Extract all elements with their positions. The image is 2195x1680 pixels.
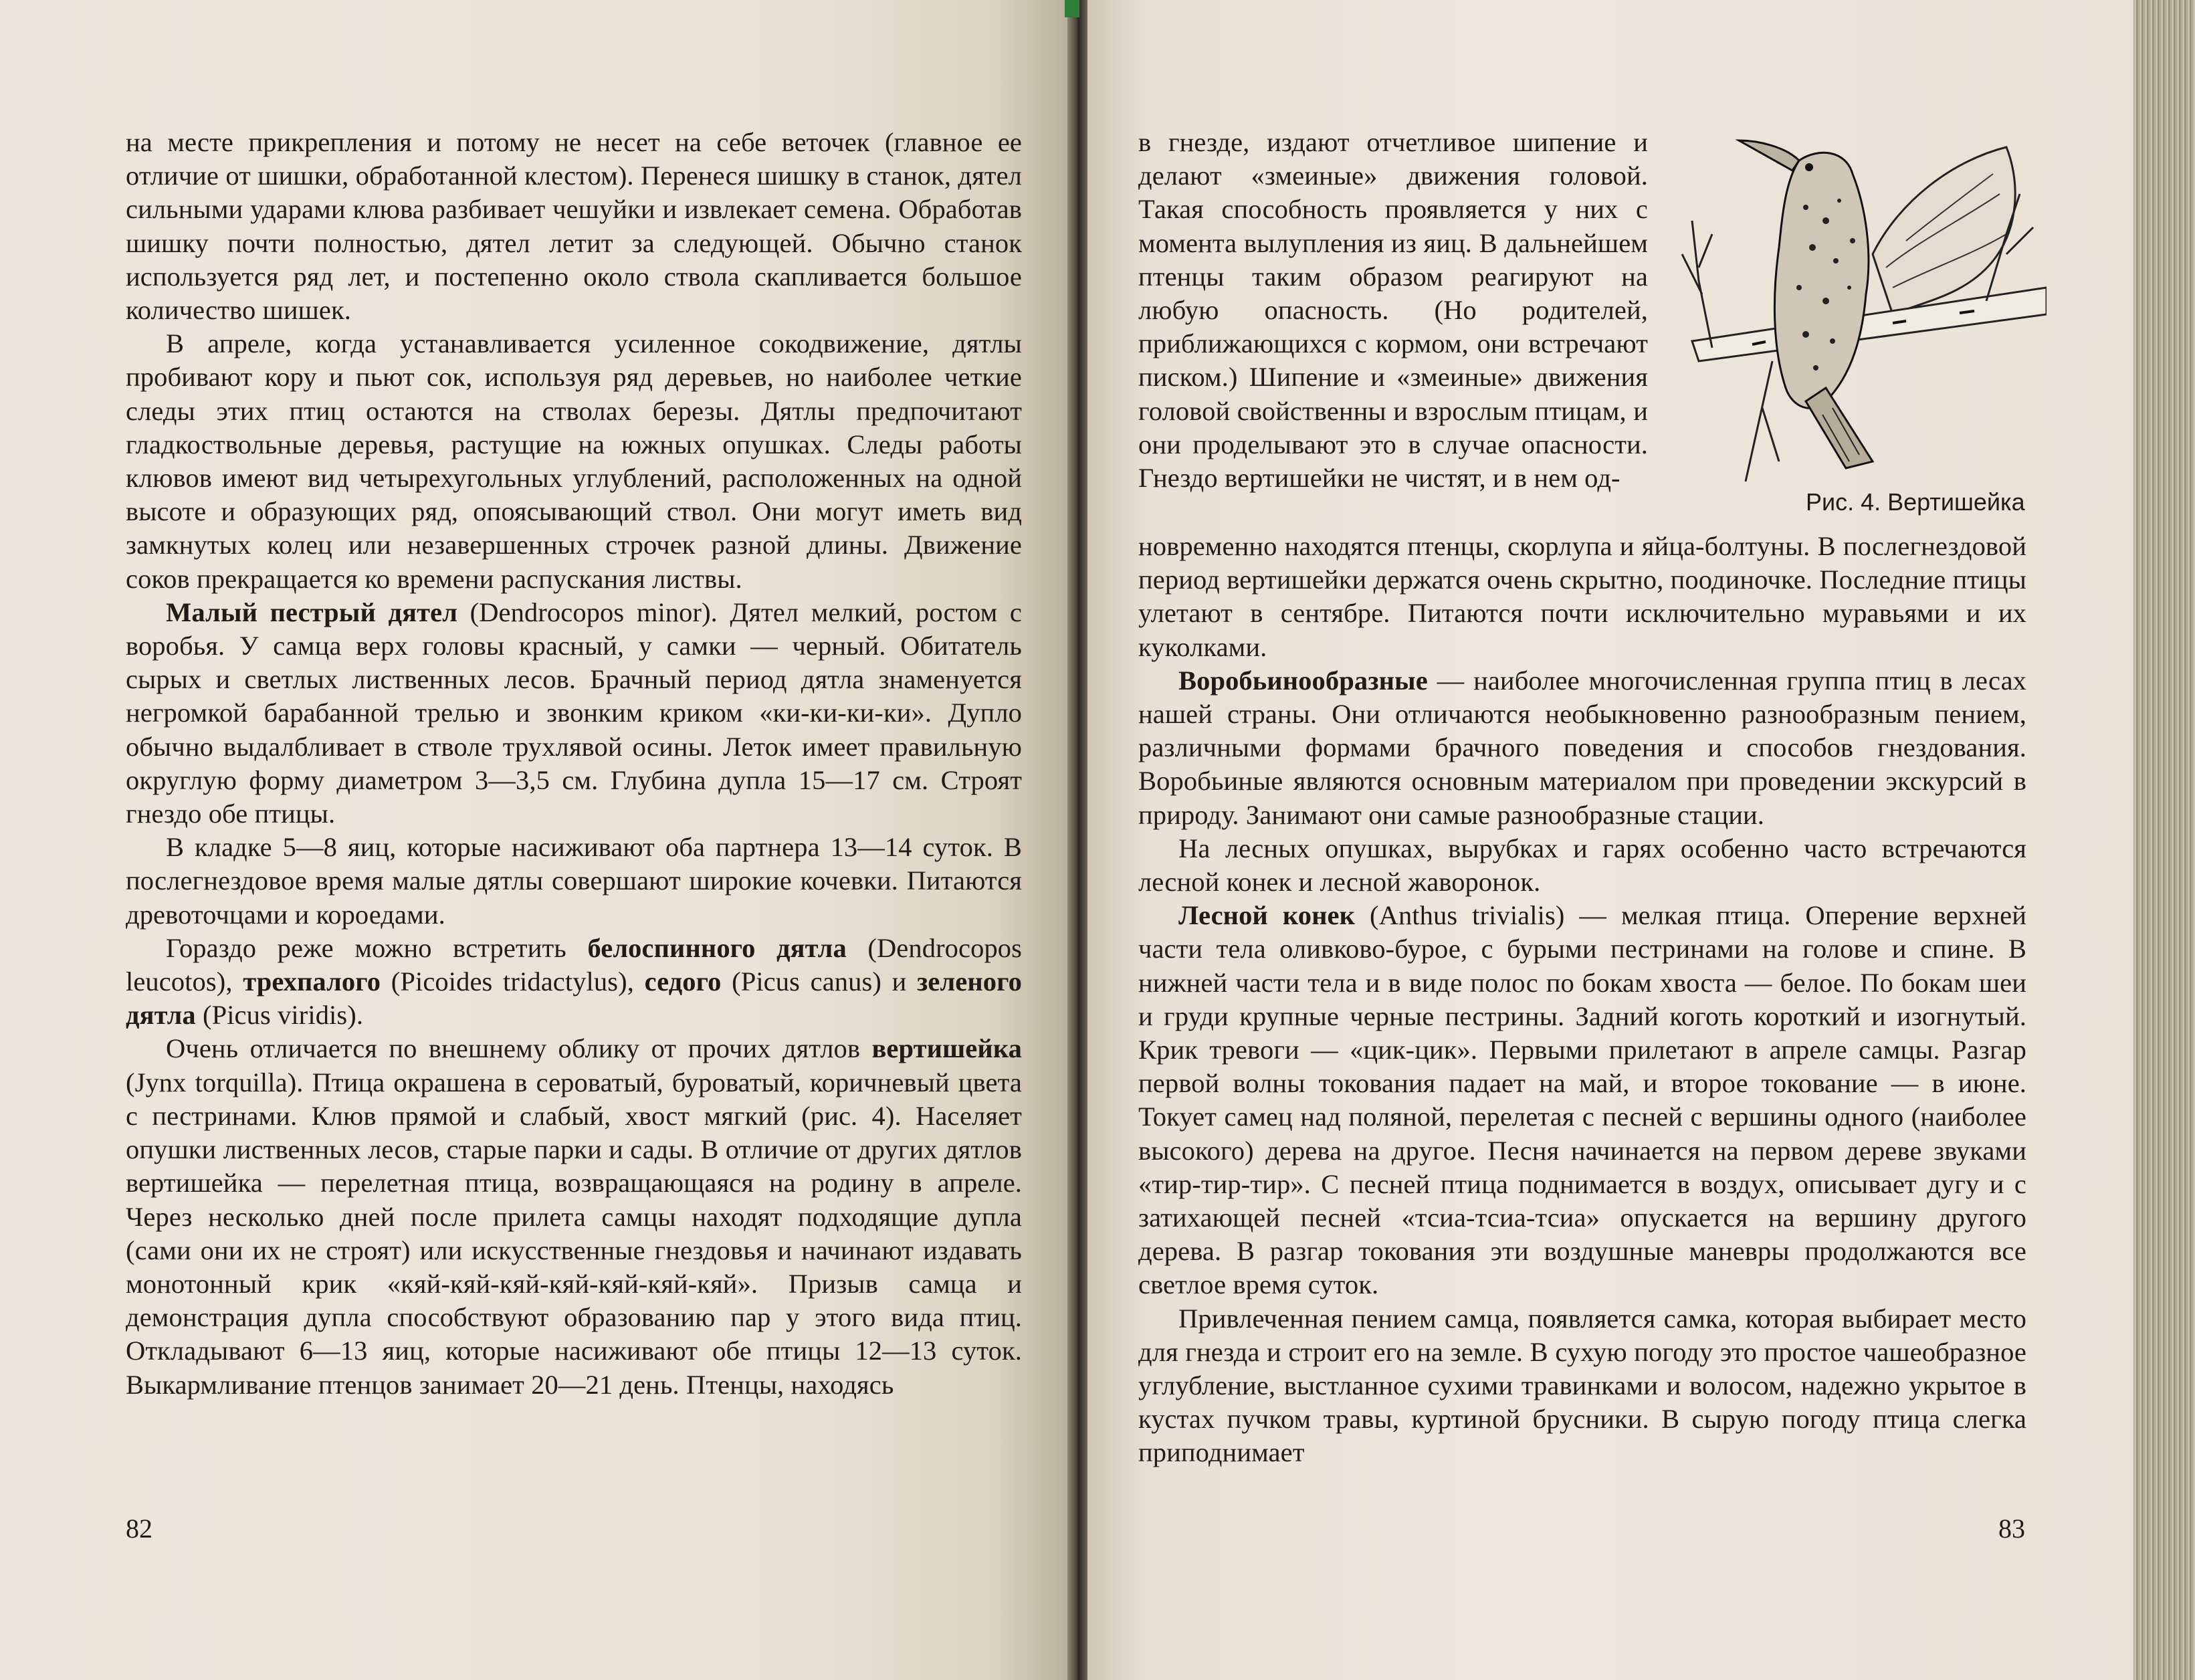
text-run: (Jynx torquilla). Птица окрашена в сероватый, буроватый, коричневый цвета с пестринами. Клюв прямой и слабый, хвост мягкий (рис. 4). Населяет опушки лиственных лесов, старые парки и сады. В отличие от других дятлов вертишейка — перелетная птица, возвращающаяся на родину в апреле. Через несколько дней после прилета самцы находят подходящие дупла (сами они их не строят) или искусственные гнездовья и начинают издавать монотонный крик «кяй-кяй-кяй-кяй-кяй-кяй-кяй». Призыв самца и демонстрация дупла способствуют образованию пар у этого вида птиц. Откладывают 6—13 яиц, которые насиживают обе птицы 12—13 суток. Выкармливание птенцов занимает 20—21 день. Птенцы, находясь: [126, 1067, 1022, 1400]
bold-term: вертишейка: [871, 1033, 1022, 1064]
paragraph: [1138, 1302, 2026, 1470]
text-run: Гораздо реже можно встретить: [166, 932, 588, 963]
text-run: новременно находятся птенцы, скорлупа и яйца-болтуны. В послегнездовой период вертишейки держатся очень скрытно, поодиночке. Последние птицы улетают в сентябре. Питаются почти исключительно муравьями и их куколками.: [1138, 531, 2026, 662]
paragraph: [1138, 832, 2026, 899]
text-run: (Dendrocopos leucotos),: [126, 932, 1023, 997]
bold-term: белоспинного дятла: [587, 932, 847, 963]
text-run: — наиболее многочисленная группа птиц в лесах нашей страны. Они отличаются необыкновенно разнообразным пением, различными формами брачного поведения и способов гнездования. Воробьиные являются основным материалом при проведении экскурсий в природу. Занимают они самые разнообразные стации.: [1138, 665, 2026, 830]
text-run: В апреле, когда устанавливается усиленное сокодвижение, дятлы пробивают кору и пьют сок, используя ряд деревьев, но наиболее четкие следы этих птиц остаются на стволах березы. Дятлы предпочитают гладкоствольные деревья, растущие на южных опушках. Следы работы клювов имеют вид четырехугольных углублений, расположенных на одной высоте и образующих ряд, опоясывающий ствол. Они могут иметь вид замкнутых колец или незавершенных строчек разной длины. Движение соков прекращается ко времени распускания листвы.: [126, 328, 1022, 594]
text-run: (Dendrocopos minor). Дятел мелкий, ростом с воробья. У самца верх головы красный, у самки — черный. Обитатель сырых и светлых лиственных лесов. Брачный период дятла знаменуется негромкой барабанной трелью и звонким криком «ки-ки-ки-ки». Дупло обычно выдалбливает в стволе трухлявой осины. Леток имеет правильную округлую форму диаметром 3—3,5 см. Глубина дупла 15—17 см. Строят гнездо обе птицы.: [126, 597, 1022, 829]
text-run: (Picoides tridactylus),: [381, 966, 645, 997]
text-run: Привлеченная пением самца, появляется самка, которая выбирает место для гнезда и строит его на земле. В сухую погоду это простое чашеобразное углубление, выстланное сухими травинками и волосом, надежно укрытое в кустах пучком травы, куртиной брусники. В сырую погоду птица слегка приподнимает: [1138, 1303, 2026, 1468]
page-edges: [2133, 0, 2195, 1680]
text-run: (Picus viridis).: [195, 1000, 364, 1031]
bold-term: Воробьинообразные: [1178, 665, 1428, 696]
page-number-right: 83: [1998, 1513, 2025, 1544]
figure-caption: Рис. 4. Вертишейка: [1806, 488, 2025, 516]
bold-term: Лесной конек: [1178, 900, 1356, 931]
book-gutter: [1067, 0, 1087, 1680]
paragraph: [126, 596, 1022, 831]
wryneck-bird-drawing: [1672, 120, 2047, 482]
text-run: (Anthus trivialis) — мелкая птица. Оперение верхней части тела оливково-бурое, с бурыми пестринами на голове и спине. В нижней части тела и в виде полос по бокам хвоста — белое. По бокам шеи и груди крупные черные пестрины. Задний коготь короткий и изогнутый. Крик тревоги — «цик-цик». Первыми прилетают в апреле самцы. Разгар первой волны токования падает на май, и второе токование — в июне. Токует самец над поляной, перелетая с песней с вершины одного (наиболее высокого) дерева на другое. Песня начинается на первом дереве звуками «тир-тир-тир». С песней птица поднимается в воздух, описывает дугу и с затихающей песней «тсиа-тсиа-тсиа» опускается на вершину другого дерева. В разгар токования эти воздушные маневры продолжаются все светлое время суток.: [1138, 900, 2026, 1300]
paragraph: [126, 932, 1022, 1033]
left-page-text: [126, 126, 1022, 1402]
paragraph: [126, 327, 1022, 596]
text-run: В кладке 5—8 яиц, которые насиживают оба партнера 13—14 суток. В послегнездовое время малые дятлы совершают широкие кочевки. Питаются древоточцами и короедами.: [126, 832, 1022, 930]
text-run: На лесных опушках, вырубках и гарях особенно часто встречаются лесной конек и лесной жаворонок.: [1138, 833, 2026, 898]
paragraph: [1138, 899, 2026, 1301]
paragraph: [126, 1032, 1022, 1401]
text-run: на месте прикрепления и потому не несет на себе веточек (главное ее отличие от шишки, обработанной клестом). Перенеся шишку в станок, дятел сильными ударами клюва разбивает чешуйки и извлекает семена. Обработав шишку почти полностью, дятел летит за следующей. Обычно станок используется ряд лет, и постепенно около ствола скапливается большое количество шишек.: [126, 127, 1022, 326]
bold-term: Малый пестрый дятел: [166, 597, 458, 627]
paragraph: [126, 831, 1022, 932]
bold-term: трехпалого: [243, 966, 381, 997]
page-number-left: 82: [126, 1513, 152, 1544]
right-page-text: [1138, 530, 2026, 1470]
paragraph: [1138, 664, 2026, 832]
bold-term: седого: [644, 966, 722, 997]
bold-term: зеленого дятла: [126, 966, 1022, 1031]
paragraph: [1138, 530, 2026, 664]
wryneck-illustration: [1672, 120, 2047, 482]
paragraph: в гнезде, издают отчетливое шипение и делают «змеиные» движения головой. Такая способность проявляется у них с момента вылупления из яиц. В дальнейшем птенцы таким образом реагируют на любую опасность. (Но родителей, приближающихся с кормом, они встречают писком.) Шипение и «змеиные» движения головой свойственны и взрослым птицам, и они проделывают это в случае опасности. Гнездо вертишейки не чистят, и в нем од-: [1138, 127, 1648, 494]
paragraph: [126, 126, 1022, 327]
text-run: (Picus canus) и: [721, 966, 918, 997]
text-run: Очень отличается по внешнему облику от прочих дятлов: [166, 1033, 872, 1064]
right-page-text-top: [1138, 126, 1648, 495]
bookmark-ribbon: [1065, 0, 1079, 17]
